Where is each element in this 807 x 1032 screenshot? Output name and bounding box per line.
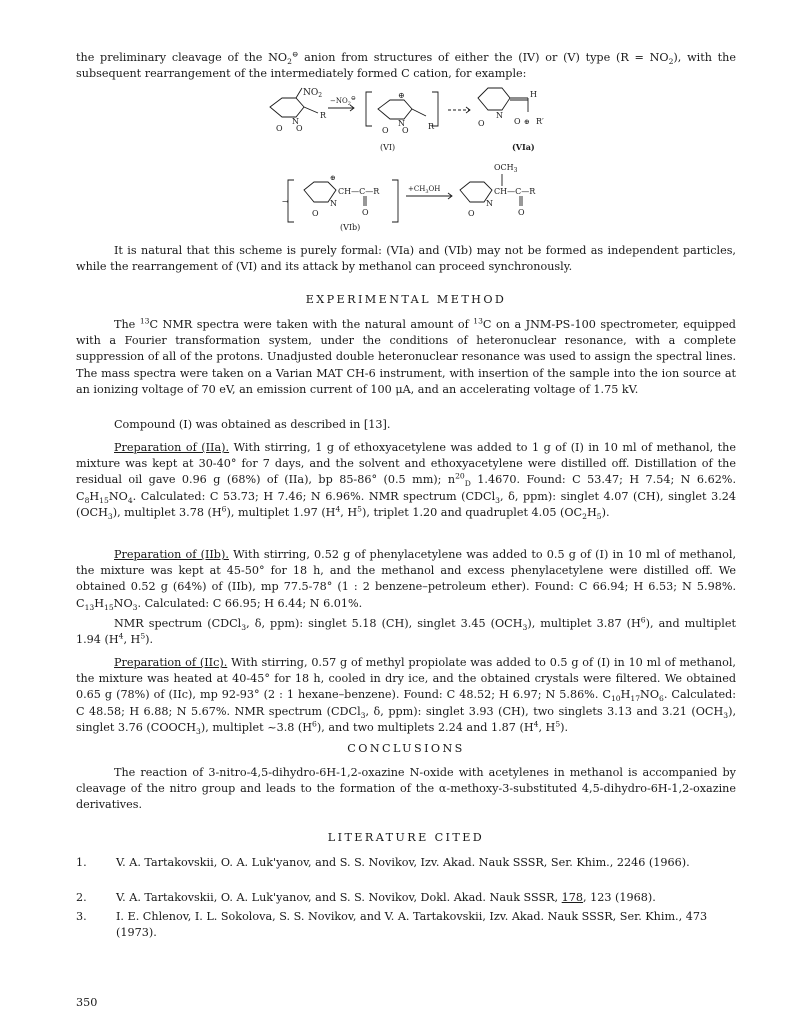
structure-methoxy-product: [460, 163, 536, 218]
svg-text:N: N: [330, 199, 337, 208]
svg-text:O: O: [276, 124, 283, 133]
prep-iib-paragraph: Preparation of (IIb). With stirring, 0.52 g of phenylacetylene was added to 0.5 g of (I) in 10 ml of methanol, the mixture was kept at 45-50° for 18 h, and the methanol and excess phenylacetylene were distilled off. We obtained 0.52 g (64%) of (IIb), mp 77.5-78° (1 : 2 benzene–petroleum ether). Found: C 66.94; H 6.53; N 5.98%. $C_{13}H_{15}NO_3$. Calculated: C 66.95; H 6.44; N 6.01%.: [76, 548, 736, 612]
page-number: 350: [76, 996, 98, 1009]
svg-text:NO2: $NO_2$: [303, 88, 323, 99]
nmr-iib-paragraph: NMR spectrum (CDCl$_3$, δ, ppm): singlet 5.18 (CH), singlet 3.45 $(OCH_3)$, multiplet 3.87 $(H^6)$, and multiplet 1.94 ($H^4$, $H^5$).: [76, 615, 736, 647]
prep-iib-title: Preparation of (IIb).: [114, 548, 229, 561]
svg-text:OCH3: $OCH_3$: [494, 163, 518, 174]
svg-text:→: →: [282, 197, 289, 206]
nmr-method-paragraph: The $^{13}$C NMR spectra were taken with the natural amount of $^{13}$C on a JNM-PS-100 spectrometer, equipped with a Fourier transformation system, under the conditions of heteronuclear resonance, with a complete suppression of all of the protons. Unadjusted double heteronuclear resonance was used to assign the spectral lines. The mass spectra were taken on a Varian MAT CH-6 instrument, with insertion of the sample into the ion source at an ionizing voltage of 70 eV, an emission current of 100 μA, and an accelerating voltage of 1.75 kV.: [76, 316, 736, 396]
compound-paragraph: Compound (I) was obtained as described in [13].: [114, 418, 391, 431]
arrow-minus-no2: [328, 95, 356, 111]
reaction-scheme: [0, 0, 807, 260]
svg-text:⊕: ⊕: [524, 118, 530, 126]
svg-text:⊕: ⊕: [330, 174, 336, 182]
svg-text:N: N: [486, 199, 493, 208]
reference-item: 2. V. A. Tartakovskii, O. A. Luk'yanov, and S. S. Novikov, Dokl. Akad. Nauk SSSR, 178, 123 (1968).: [76, 891, 656, 904]
svg-text:R: R: [320, 111, 327, 120]
prep-iic-title: Preparation of (IIc).: [114, 656, 228, 669]
structure-via: [478, 88, 544, 152]
svg-text:(VI): (VI): [380, 143, 396, 152]
svg-text:O: O: [296, 124, 303, 133]
svg-text:R: R: [428, 122, 435, 131]
prep-iia-title: Preparation of (IIa).: [114, 441, 230, 454]
svg-text:+CH3OH: $+CH_3OH$: [408, 185, 441, 195]
svg-text:(VIb): (VIb): [340, 223, 361, 232]
structure-nitro-oxazine: [270, 88, 327, 133]
svg-text:CH—C—R: CH—C—R: [494, 187, 536, 196]
svg-text:O: O: [382, 126, 389, 135]
svg-text:⊕: ⊕: [398, 91, 405, 100]
svg-text:CH—C—R: CH—C—R: [338, 187, 380, 196]
structure-vi: [366, 91, 438, 152]
svg-text:O: O: [478, 119, 485, 128]
svg-text:O: O: [402, 126, 409, 135]
svg-text:O: O: [468, 209, 475, 218]
svg-text:N: N: [398, 119, 405, 128]
svg-text:H: H: [530, 90, 537, 99]
svg-text:O: O: [312, 209, 319, 218]
reference-item: 3. I. E. Chlenov, I. L. Sokolova, S. S. Novikov, and V. A. Tartakovskii, Izv. Akad. Nauk SSSR, Ser. Khim., 473 (1973).: [76, 910, 708, 939]
svg-text:O: O: [362, 208, 369, 217]
heading-literature: LITERATURE CITED: [327, 831, 485, 844]
svg-text:−NO2⊖: $-NO_2⊖$: [330, 95, 356, 107]
svg-text:(VIa): (VIa): [512, 142, 535, 152]
arrow-methanol: [406, 185, 452, 199]
heading-conclusions: CONCLUSIONS: [347, 742, 465, 755]
svg-text:R′: R′: [536, 117, 544, 126]
arrow-dashed: [448, 107, 470, 113]
conclusion-paragraph: The reaction of 3-nitro-4,5-dihydro-6H-1,2-oxazine N-oxide with acetylenes in methanol is accompanied by cleavage of the nitro group and leads to the formation of the α-methoxy-3-substituted 4,5-dihydro-6H-1,2-oxazine derivatives.: [76, 766, 736, 812]
intro-paragraph: the preliminary cleavage of the $NO_2^⊖$ anion from structures of either the (IV) or (V) type $(R = NO_2)$, with the subsequent rearrangement of the intermediately formed C cation, for example:: [76, 49, 736, 81]
heading-experimental: EXPERIMENTAL METHOD: [305, 293, 507, 306]
formal-scheme-paragraph: It is natural that this scheme is purely formal: (VIa) and (VIb) may not be formed as independent particles, while the rearrangement of (VI) and its attack by methanol can proceed synchronously.: [76, 244, 736, 274]
prep-iic-paragraph: Preparation of (IIc). With stirring, 0.57 g of methyl propiolate was added to 0.5 g of (I) in 10 ml of methanol, the mixture was heated at 40-45° for 18 h, cooled in dry ice, and the obtained crystals were filtered. We obtained 0.65 g (78%) of (IIc), mp 92-93° (2 : 1 hexane–benzene). Found: C 48.52; H 6.97; N 5.86%. $C_{10}H_{17}NO_6$. Calculated: C 48.58; H 6.88; N 5.67%. NMR spectrum (CDCl$_3$, δ, ppm): singlet 3.93 (CH), two singlets 3.13 and 3.21 $(OCH_3)$, singlet 3.76 $(COOCH_3)$, multiplet ~3.8 $(H^6)$, and two multiplets 2.24 and 1.87 ($H^4$, $H^5$).: [76, 656, 737, 737]
reference-item: 1. V. A. Tartakovskii, O. A. Luk'yanov, and S. S. Novikov, Izv. Akad. Nauk SSSR, Ser. Khim., 2246 (1966).: [76, 856, 690, 869]
svg-text:N: N: [496, 111, 503, 120]
svg-text:N: N: [292, 117, 299, 126]
structure-vib-left: [282, 174, 398, 232]
svg-text:O: O: [518, 208, 525, 217]
prep-iia-paragraph: Preparation of (IIa). With stirring, 1 g of ethoxyacetylene was added to 1 g of (I) in 10 ml of methanol, the mixture was kept at 30-40° for 7 days, and the solvent and ethoxyacetylene were distilled off. Distillation of the residual oil gave 0.96 g (68%) of (IIa), bp 85-86° (0.5 mm); $n^{20}_D$ 1.4670. Found: C 53.47; H 7.54; N 6.62%. $C_8H_{15}NO_4$. Calculated: C 53.73; H 7.46; N 6.96%. NMR spectrum (CDCl$_3$, δ, ppm): singlet 4.07 (CH), singlet 3.24 $(OCH_3)$, multiplet 3.78 $(H^6)$, multiplet 1.97 ($H^4$, $H^5$), triplet 1.20 and quadruplet 4.05 $(OC_2H_5)$.: [76, 441, 736, 522]
svg-text:O: O: [514, 117, 521, 126]
